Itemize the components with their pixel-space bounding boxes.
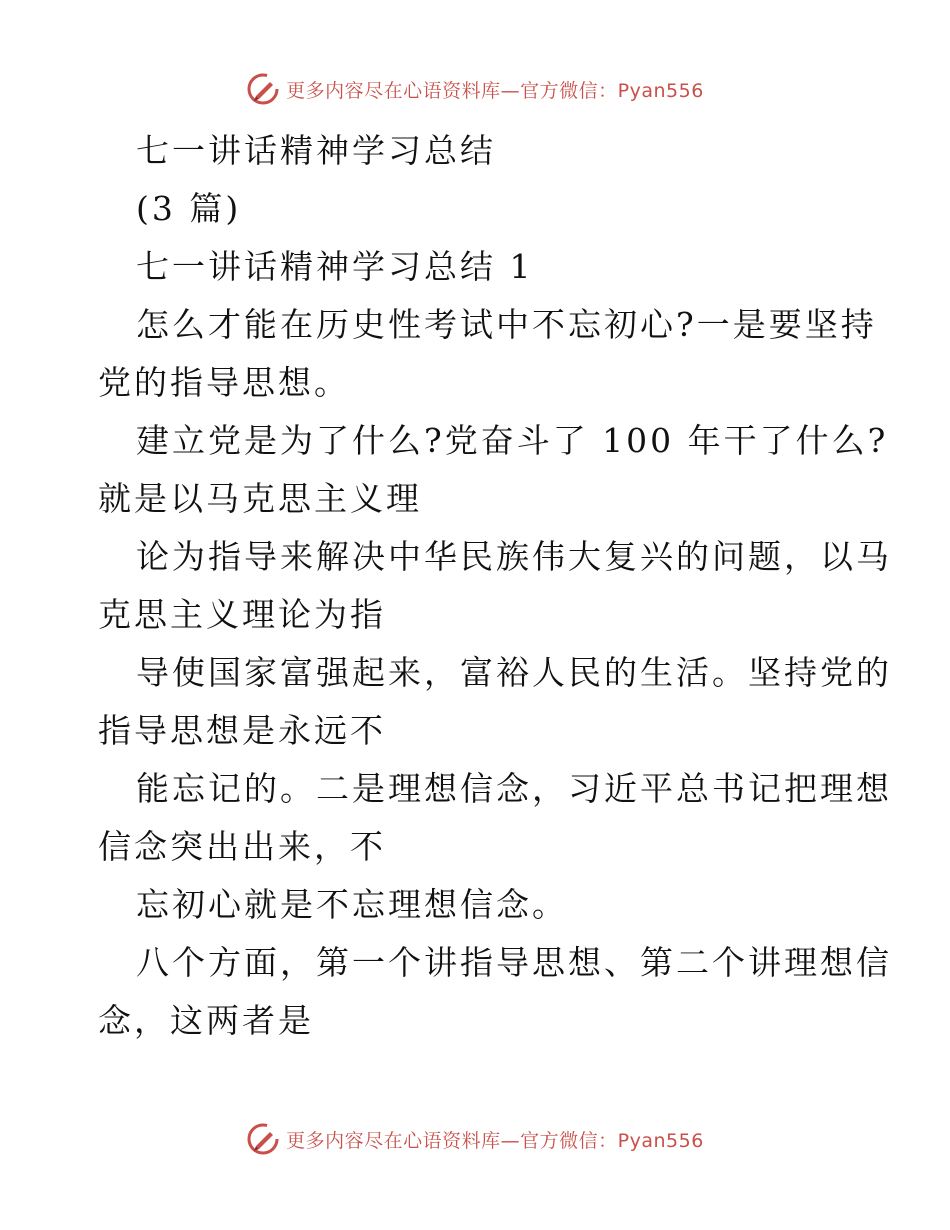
document-subtitle: (3 篇) xyxy=(136,189,242,228)
paragraph-line: 能忘记的。二是理想信念，习近平总书记把理想 xyxy=(136,769,892,808)
paragraph-line: 念，这两者是 xyxy=(98,1001,314,1040)
footer-watermark xyxy=(0,1122,950,1156)
paragraph-line: 导使国家富强起来，富裕人民的生活。坚持党的 xyxy=(136,653,892,692)
paragraph-line: 忘初心就是不忘理想信念。 xyxy=(136,885,568,924)
paragraph-line: 建立党是为了什么?党奋斗了 100 年干了什么? xyxy=(136,421,889,460)
pen-logo-icon xyxy=(246,72,280,106)
paragraph-line: 党的指导思想。 xyxy=(98,363,350,402)
document-title: 七一讲话精神学习总结 xyxy=(136,131,496,170)
header-watermark xyxy=(0,72,950,106)
document-body xyxy=(98,122,892,1050)
watermark-text: 更多内容尽在心语资料库—官方微信：Pyan556 xyxy=(286,1129,704,1152)
paragraph-line: 就是以马克思主义理 xyxy=(98,479,422,518)
section-heading: 七一讲话精神学习总结 1 xyxy=(136,247,534,286)
paragraph-line: 指导思想是永远不 xyxy=(98,711,386,750)
paragraph-line: 八个方面，第一个讲指导思想、第二个讲理想信 xyxy=(136,943,892,982)
paragraph-line: 论为指导来解决中华民族伟大复兴的问题，以马 xyxy=(136,537,892,576)
paragraph-line: 信念突出出来，不 xyxy=(98,827,386,866)
paragraph-line: 克思主义理论为指 xyxy=(98,595,386,634)
watermark-text: 更多内容尽在心语资料库—官方微信：Pyan556 xyxy=(286,79,704,102)
paragraph-line: 怎么才能在历史性考试中不忘初心?一是要坚持 xyxy=(136,305,877,344)
pen-logo-icon xyxy=(246,1122,280,1156)
